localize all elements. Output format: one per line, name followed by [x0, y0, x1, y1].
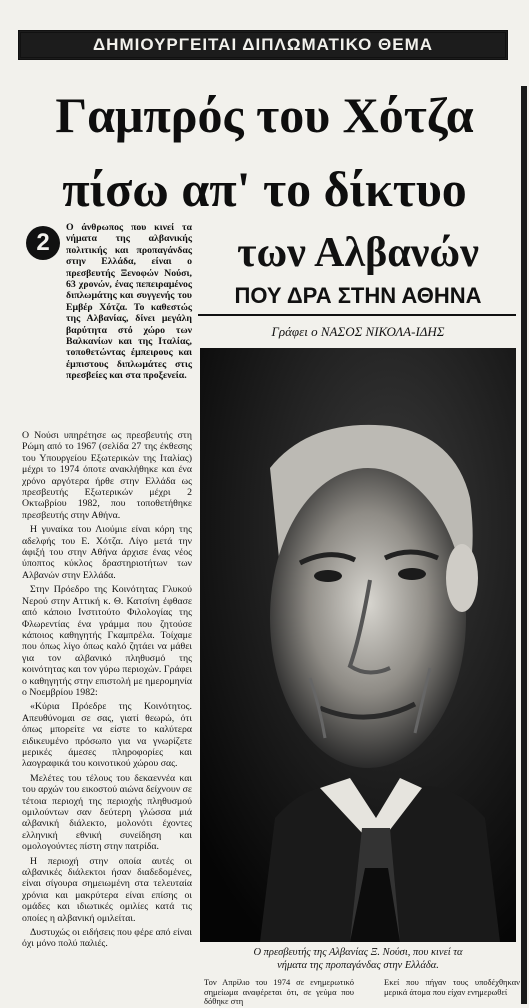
subheadline: ΠΟΥ ΔΡΑ ΣΤΗΝ ΑΘΗΝΑ	[234, 283, 482, 308]
portrait-photo	[200, 348, 516, 942]
caption-line-1: Ο πρεσβευτής της Αλβανίας Ξ. Νούσι, που κινεί τα	[253, 947, 463, 958]
bottom-column-right	[384, 978, 520, 1008]
kicker-banner	[18, 30, 508, 60]
headline-line-2: πίσω απ' το δίκτυο	[62, 161, 467, 217]
subheadline-rule	[198, 314, 516, 316]
section-number-badge: 2	[26, 226, 60, 260]
bottom-left-text: Τον Απρίλιο του 1974 σε ενημερωτικό σημείωμα αναφέρεται ότι, σε γεύμα που δόθηκε στη	[204, 978, 354, 1006]
portrait-illustration	[200, 348, 516, 942]
body-paragraph: Μελέτες του τέλους του δεκαεννέα και του αρχών του εικοστού αιώνα δείχνουν σε τέτοια περιοχή της περιοχής πληθυσμού ομιλούντων σαν δεύτερη γλώσσα μιά αλβανική διάλεκτο, μολονότι έχοντες ελληνική εθνική συνείδηση και ομολογούντες πίστη στην πατρίδα.	[22, 772, 192, 853]
headline-line-1: Γαμπρός του Χότζα	[55, 87, 474, 143]
bottom-right-text: Εκεί που πήγαν τους υποδέχθηκαν μερικά άτομα που είχαν ενημερωθεί	[384, 978, 520, 997]
body-paragraph: Δυστυχώς οι ειδήσεις που φέρε από είναι όχι μόνο πολύ παλιές.	[22, 927, 192, 950]
intro-text: Ο άνθρωπος που κινεί τα νήματα της αλβανικής πολιτικής και προπαγάνδας στην Ελλάδα, είναι ο πρεσβευτής Ξενοφών Νούσι, 63 χρονών, ένας πεπειραμένος διπλωμάτης και συγγενής του Εμβέρ Χότζα. Το καθεστώς της Αλβανίας, δίνει μεγάλη βαρύτητα στό χώρο των Βαλκανίων και της Ιταλίας, τοποθετώντας έμπειρους και έμπιστους διπλωμάτες στις πρεσβείες και στα προξενεία.	[66, 222, 192, 382]
body-paragraph: Η γυναίκα του Λιούμιε είναι κόρη της αδελφής του Ε. Χότζα. Λίγο μετά την άφιξή του στην Αθήνα άρχισε ένας νέος ύποπτος κύκλος δραστηριοτήτων των Αλβανών στην Ελλάδα.	[22, 524, 192, 581]
body-paragraph: Στην Πρόεδρο της Κοινότητας Γλυκού Νερού στην Αττική κ. Θ. Κατσίνη έφθασε από κάποιο Ινστιτούτο Φιλολογίας της Φλωρεντίας ένα γράμμα που ζητούσε κάποιος καθηγητής Γκαμπρέλα. Τοίχαμε που όπως λίγο όπως καλό ζητάει να μάθει για τον αλβανικό πληθυσμό της κοινότητας και τον γύρω περιοχών. Γράφει ο καθηγητής στην επιστολή με ημερομηνία ο Νοεμβρίου 1982:	[22, 584, 192, 698]
body-paragraph: Ο Νούσι υπηρέτησε ως πρεσβευτής στη Ρώμη από το 1967 (σελίδα 27 της έκθεσης του Υπουργείου Εξωτερικών της Ιταλίας) μέχρι το 1974 όποτε ανακλήθηκε και ένα χρόνο αργότερα ήρθε στην Ελλάδα ως πρεσβευτής Εξωτερικών μέχρι 2 Οκτωβρίου 1982, που τοποθετήθηκε πρεσβευτής στην Αθήνα.	[22, 430, 192, 521]
photo-caption	[200, 946, 516, 972]
caption-line-2: νήματα της προπαγάνδας στην Ελλάδα.	[277, 960, 439, 971]
headline-line-3: των Αλβανών	[237, 230, 479, 276]
body-paragraph: Η περιοχή στην οποία αυτές οι αλβανικές διάλεκτοι ήσαν διαδεδομένες, είναι σίγουρα σημειωμένη στα τελευταία χρόνια και μακρύτερα είναι επίσης οι ομάδες και ιδιωτικές ομιλίες κατά τις οποίες η αλβανική ομιλείται.	[22, 855, 192, 924]
bottom-column-left	[204, 978, 354, 1008]
body-column	[22, 430, 192, 1008]
body-paragraph: «Κύρια Πρόεδρε της Κοινότητος. Απευθύνομαι σε σας, γιατί θεωρώ, ότι όπως μπορείτε να είστε το καλύτερα ειδικευμένο πρόσωπο για να γνωρίζετε μερικές άμεσες πληροφορίες και λαογραφικά του κοινοτικού χώρου σας.	[22, 701, 192, 770]
page-edge-bar	[521, 86, 527, 1004]
kicker-text: ΔΗΜΙΟΥΡΓΕΙΤΑΙ ΔΙΠΛΩΜΑΤΙΚΟ ΘΕΜΑ	[92, 35, 434, 54]
byline: Γράφει ο ΝΑΣΟΣ ΝΙΚΟΛΑ-ΙΔΗΣ	[271, 324, 445, 339]
intro-paragraph	[66, 222, 192, 385]
